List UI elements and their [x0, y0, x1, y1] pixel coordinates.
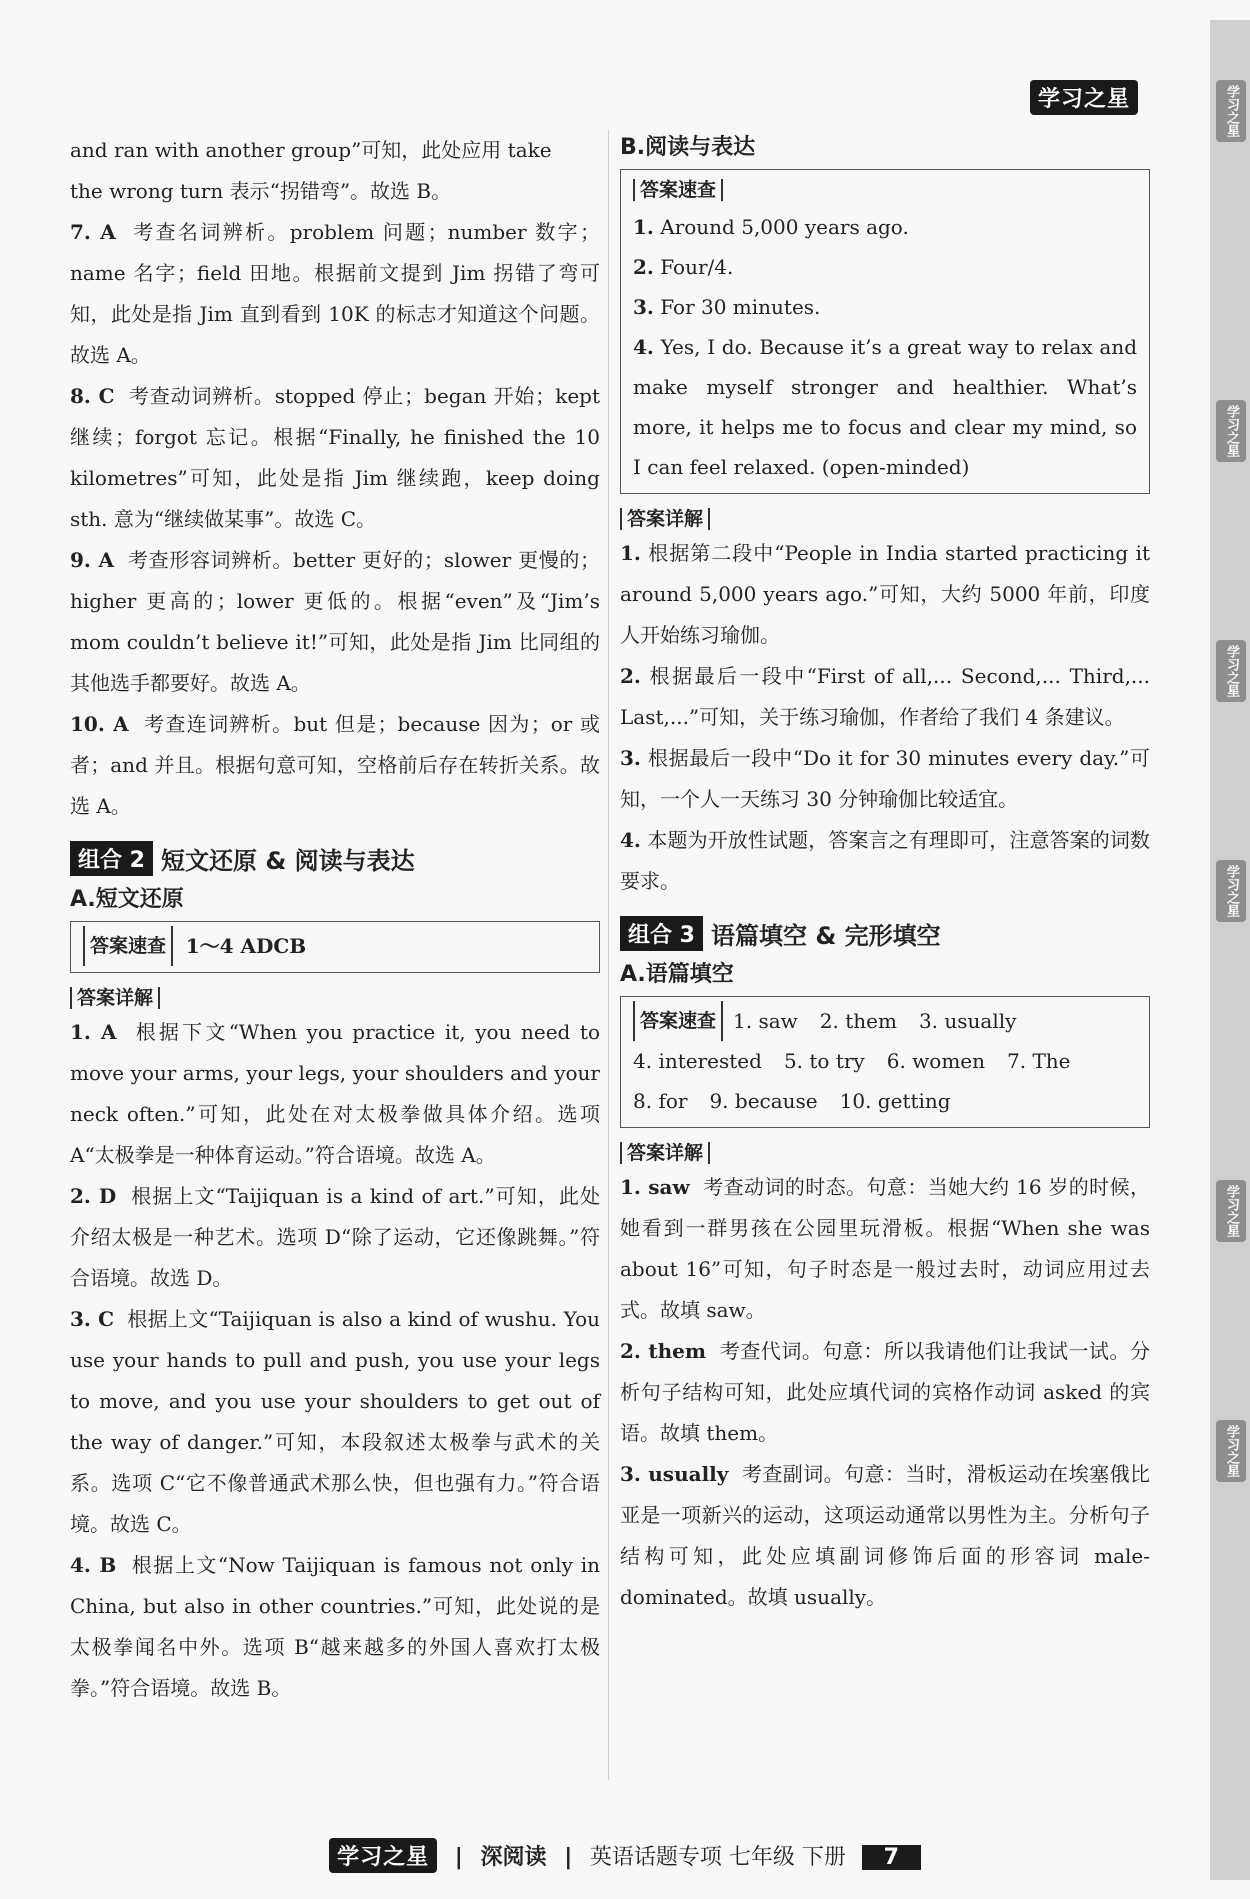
- fill-answer: 5. to try: [783, 1049, 865, 1073]
- answer-text: 根据上文“Taijiquan is also a kind of wushu. You use your hands to pull and push, you use your legs to move, and you use your shoulders to get out of the way of danger.”可知，本段叙述太极拳与武术的关系。选项 C“它不像普通武术那么快，但也强有力。”符合语境。故选 C。: [70, 1307, 601, 1536]
- brand-logo: 学习之星: [1030, 80, 1138, 115]
- answer-num: 10. A: [70, 712, 129, 736]
- answer-num: 3. usually: [620, 1462, 729, 1486]
- fill-answer: 9. because: [709, 1089, 818, 1113]
- answer-num: 2.: [633, 255, 654, 279]
- side-tab: 学习之星: [1216, 640, 1246, 702]
- answer-text: 考查代词。句意：所以我请他们让我试一试。分析句子结构可知，此处应填代词的宾格作动词 asked 的宾语。故填 them。: [620, 1339, 1151, 1445]
- book-title: 英语话题专项 七年级 下册: [589, 1845, 846, 1870]
- detail-item: [620, 656, 1150, 738]
- answer-text: 根据下文“When you practice it, you need to move your arms, your legs, your shoulders and your neck often.”可知，此处在对太极拳做具体介绍。选项 A“太极拳是一种体育运动。”符合语境。故选 A。: [70, 1020, 600, 1167]
- answer-text: 考查动词的时态。句意：当她大约 16 岁的时候，她看到一群男孩在公园里玩滑板。根据“When she was about 16”可知，句子时态是一般过去时，动词应用过去式。故填 saw。: [620, 1175, 1150, 1322]
- answer-text: Yes, I do. Because it’s a great way to relax and make myself stronger and healthier. What’s more, it helps me to focus and clear my mind, so I can feel relaxed. (open-minded): [633, 335, 1138, 479]
- answer-num: 4.: [620, 828, 641, 852]
- quick-answer-label: 答案速查: [83, 926, 173, 966]
- detail-item: [70, 1176, 600, 1299]
- continued-line: the wrong turn 表示“拐错弯”。故选 B。: [70, 179, 452, 203]
- side-tab: 学习之星: [1216, 860, 1246, 922]
- quick-item: [633, 207, 1137, 247]
- answer-text: 考查动词辨析。stopped 停止；began 开始；kept 继续；forgot 忘记。根据“Finally, he finished the 10 kilometres”可知，此处是指 Jim 继续跑，keep doing sth. 意为“继续做某事”。故选 C。: [70, 384, 601, 531]
- fill-answer: 2. them: [819, 1009, 897, 1033]
- group-title: 语篇填空 & 完形填空: [710, 922, 941, 950]
- answer-num: 4. B: [70, 1553, 117, 1577]
- detail-item: [620, 1331, 1150, 1454]
- answer-num: 3. C: [70, 1307, 115, 1331]
- answer-text: Four/4.: [660, 255, 734, 279]
- quick-answer-value: 1～4 ADCB: [185, 934, 307, 958]
- answer-text: 根据最后一段中“Do it for 30 minutes every day.”可知，一个人一天练习 30 分钟瑜伽比较适宜。: [620, 746, 1151, 811]
- fill-answer: 1. saw: [733, 1009, 798, 1033]
- fill-answer: 10. getting: [839, 1089, 951, 1113]
- answer-text: 根据上文“Taijiquan is a kind of art.”可知，此处介绍太极是一种艺术。选项 D“除了运动，它还像跳舞。”符合语境。故选 D。: [70, 1184, 600, 1290]
- answer-num: 3.: [620, 746, 641, 770]
- quick-item: [633, 247, 1137, 287]
- answer-num: 4.: [633, 335, 654, 359]
- answer-text: 考查连词辨析。but 但是；because 因为；or 或者；and 并且。根据句意可知，空格前后存在转折关系。故选 A。: [70, 712, 600, 818]
- column-divider: [608, 130, 609, 1780]
- answer-text: For 30 minutes.: [660, 295, 821, 319]
- continued-line: and ran with another group”可知，此处应用 take: [70, 138, 552, 162]
- side-tab: 学习之星: [1216, 80, 1246, 142]
- answer-text: 本题为开放性试题，答案言之有理即可，注意答案的词数要求。: [620, 828, 1150, 893]
- answer-num: 1. saw: [620, 1175, 690, 1199]
- section-a-heading: A.短文还原: [70, 887, 184, 912]
- group-badge: 组合 2: [70, 841, 153, 876]
- answer-num: 1. A: [70, 1020, 117, 1044]
- answer-num: 2. D: [70, 1184, 117, 1208]
- detail-item: [620, 533, 1150, 656]
- quick-answer-label: 答案速查: [633, 1001, 723, 1041]
- answer-num: 9. A: [70, 548, 114, 572]
- answer-item-8: [70, 376, 600, 540]
- answer-text: 根据第二段中“People in India started practicing it around 5,000 years ago.”可知，大约 5000 年前，印度人开始练习瑜伽。: [620, 541, 1150, 647]
- quick-answer-box: [620, 169, 1150, 494]
- answer-text: Around 5,000 years ago.: [660, 215, 909, 239]
- quick-answer-label: 答案速查: [633, 179, 723, 201]
- section-a-heading: A.语篇填空: [620, 962, 734, 987]
- page-footer: 学习之星 | 深阅读 | 英语话题专项 七年级 下册 7: [0, 1838, 1250, 1873]
- quick-item: [633, 327, 1137, 487]
- quick-answer-box: [620, 996, 1150, 1128]
- fill-answer: 3. usually: [918, 1009, 1017, 1033]
- right-column: [620, 130, 1150, 1618]
- group-3-heading: [620, 916, 1150, 951]
- answer-num: 1.: [633, 215, 654, 239]
- quick-answer-box: [70, 921, 600, 973]
- answer-text: 考查副词。句意：当时，滑板运动在埃塞俄比亚是一项新兴的运动，这项运动通常以男性为主。分析句子结构可知，此处应填副词修饰后面的形容词 male-dominated。故填 usually。: [620, 1462, 1150, 1609]
- series-name: 深阅读: [480, 1845, 547, 1870]
- answer-text: 根据最后一段中“First of all,... Second,... Third,... Last,...”可知，关于练习瑜伽，作者给了我们 4 条建议。: [620, 664, 1150, 729]
- side-tab: 学习之星: [1216, 1420, 1246, 1482]
- answer-num: 8. C: [70, 384, 115, 408]
- side-tab: 学习之星: [1216, 400, 1246, 462]
- detail-label: 答案详解: [620, 508, 710, 530]
- answer-item-7: [70, 212, 600, 376]
- answer-num: 2. them: [620, 1339, 707, 1363]
- detail-item: [620, 1167, 1150, 1331]
- side-strip: [1210, 20, 1250, 1880]
- group-2-heading: [70, 841, 600, 876]
- answer-text: 考查形容词辨析。better 更好的；slower 更慢的；higher 更高的；lower 更低的。根据“even”及“Jim’s mom couldn’t believe it!”可知，此处是指 Jim 比同组的其他选手都要好。故选 A。: [70, 548, 600, 695]
- page-number: 7: [862, 1845, 921, 1870]
- answer-num: 1.: [620, 541, 641, 565]
- detail-label: 答案详解: [620, 1142, 710, 1164]
- left-column: [70, 130, 600, 1709]
- detail-item: [70, 1012, 600, 1176]
- fill-answer: 7. The: [1007, 1049, 1071, 1073]
- detail-item: [620, 1454, 1150, 1618]
- side-tab: 学习之星: [1216, 1180, 1246, 1242]
- group-title: 短文还原 & 阅读与表达: [160, 847, 415, 875]
- group-badge: 组合 3: [620, 916, 703, 951]
- detail-item: [620, 820, 1150, 902]
- fill-answer: 6. women: [886, 1049, 985, 1073]
- answer-num: 7. A: [70, 220, 116, 244]
- footer-logo: 学习之星: [329, 1838, 437, 1873]
- answer-item-10: [70, 704, 600, 827]
- fill-answer: 8. for: [633, 1089, 688, 1113]
- quick-item: [633, 287, 1137, 327]
- answer-text: 根据上文“Now Taijiquan is famous not only in China, but also in other countries.”可知，此处说的是太极拳闻名中外。选项 B“越来越多的外国人喜欢打太极拳。”符合语境。故选 B。: [70, 1553, 600, 1700]
- detail-label: 答案详解: [70, 987, 160, 1009]
- answer-text: 考查名词辨析。problem 问题；number 数字；name 名字；field 田地。根据前文提到 Jim 拐错了弯可知，此处是指 Jim 直到看到 10K 的标志才知道这个问题。故选 A。: [70, 220, 601, 367]
- detail-item: [620, 738, 1150, 820]
- fill-answer: 4. interested: [633, 1049, 762, 1073]
- answer-item-9: [70, 540, 600, 704]
- detail-item: [70, 1545, 600, 1709]
- answer-num: 3.: [633, 295, 654, 319]
- section-b-heading: B.阅读与表达: [620, 135, 756, 160]
- answer-num: 2.: [620, 664, 641, 688]
- detail-item: [70, 1299, 600, 1545]
